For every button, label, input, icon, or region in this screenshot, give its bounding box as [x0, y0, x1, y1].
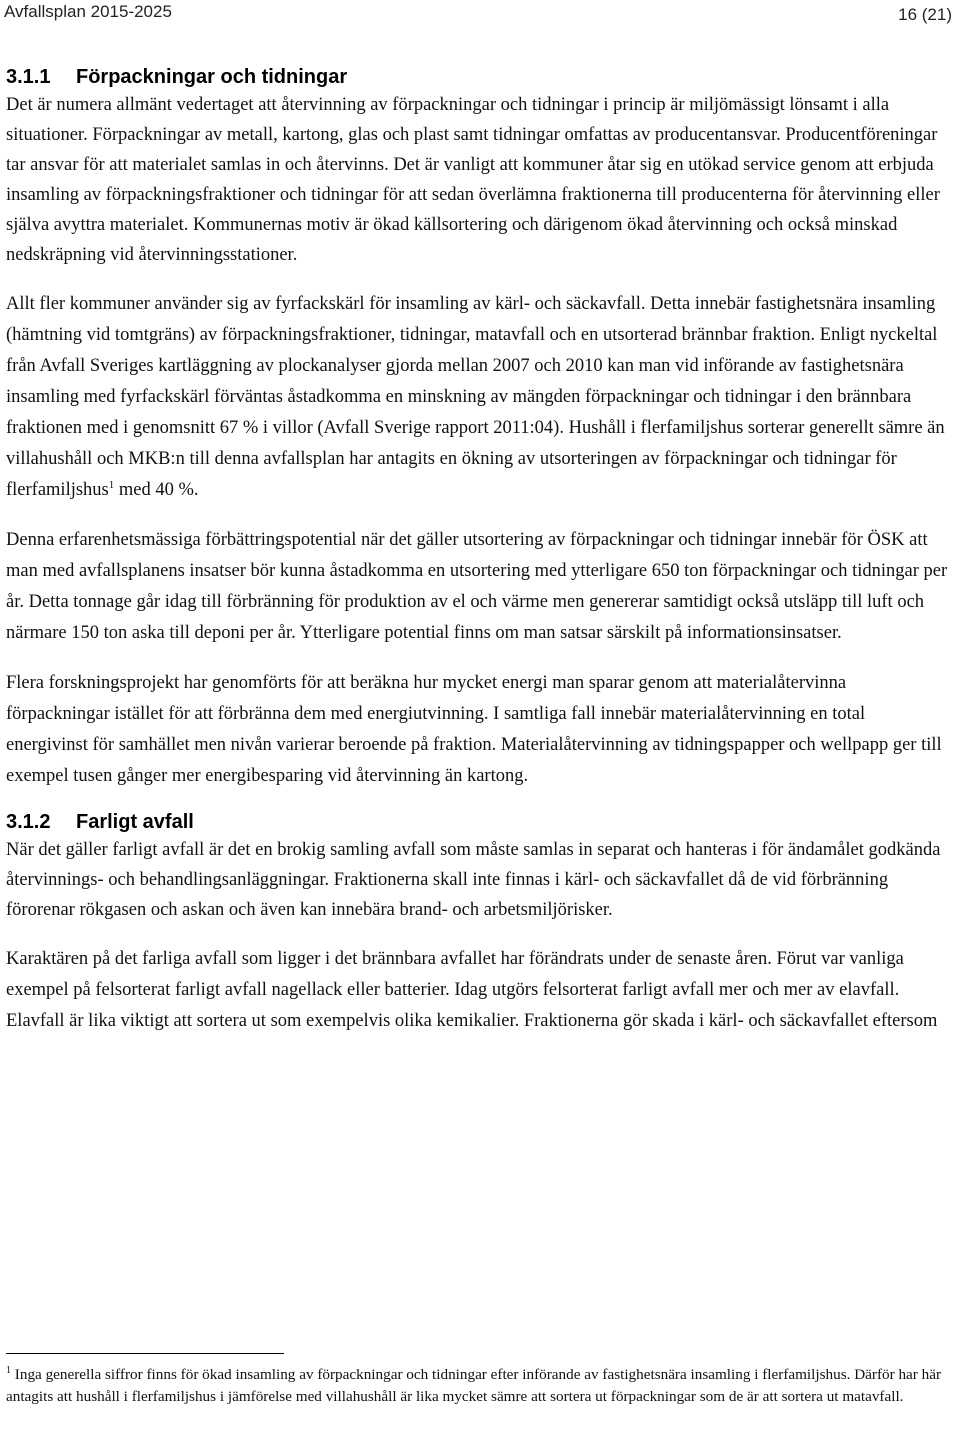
page-content	[6, 64, 950, 1037]
paragraph-forbattringspotential: Denna erfarenhetsmässiga förbättringspotential när det gäller utsortering av förpackningar och tidningar innebär för ÖSK att man med avfallsplanens insatser bör kunna åstadkomma en utsortering med ytterligare 650 ton förpackningar och tidningar per år. Detta tonnage går idag till förbränning för produktion av el och värme men genererar samtidigt också utsläpp till luft och närmare 150 ton aska till deponi per år. Ytterligare potential finns om man satsar särskilt på informationsinsatser.	[6, 530, 948, 643]
section-title: Farligt avfall	[76, 811, 194, 833]
document-title: Avfallsplan 2015-2025	[4, 2, 172, 21]
page-header	[0, 0, 960, 30]
footnote-text: Inga generella siffror finns för ökad insamling av förpackningar och tidningar efter införande av fastighetsnära insamling i flerfamiljshus. Därför har här antagits att hushåll i flerfamiljshus i jämförelse med villahushåll är lika mycket sämre att sortera ut förpackningar som de är att sortera ut matavfall.	[6, 1366, 942, 1405]
footnote-marker: 1	[6, 1364, 11, 1376]
section-number: 3.1.1	[6, 66, 51, 88]
section-title: Förpackningar och tidningar	[76, 66, 348, 88]
section-number: 3.1.2	[6, 811, 51, 833]
footnote	[6, 1364, 950, 1408]
section-heading-3-1-2	[6, 809, 950, 835]
footnote-reference[interactable]: 1	[108, 478, 115, 491]
paragraph-karaktaren: Karaktären på det farliga avfall som ligger i det brännbara avfallet har förändrats under de senaste åren. Förut var vanliga exempel på felsorterat farligt avfall nagellack eller batterier. Idag utgörs felsorterat farligt avfall mer och mer av elavfall. Elavfall är lika viktigt att sortera ut som exempelvis olika kemikalier. Fraktionerna gör skada i kärl- och säckavfallet eftersom	[6, 949, 938, 1031]
paragraph-intro: Det är numera allmänt vedertaget att återvinning av förpackningar och tidningar i princip är miljömässigt lönsamt i alla situationer. Förpackningar av metall, kartong, glas och plast samt tidningar omfattas av producentansvar. Producentföreningar tar ansvar för att materialet samlas in och återvinns. Det är vanligt att kommuner åtar sig en utökad service genom att erbjuda insamling av förpackningsfraktioner och tidningar för att sedan överlämna fraktionerna till producenterna för återvinning eller själva avyttra materialet. Kommunernas motiv är ökad källsortering och därigenom ökad återvinning och också minskad nedskräpning vid återvinningsstationer.	[6, 95, 940, 265]
paragraph-farligt-avfall: När det gäller farligt avfall är det en brokig samling avfall som måste samlas in separat och hanteras i för ändamålet godkända återvinnings- och behandlingsanläggningar. Fraktionerna skall inte finnas i kärl- och säckavfallet då de vid förbränning förorenar rökgasen och askan och även kan innebära brand- och arbetsmiljörisker.	[6, 840, 941, 920]
page-number: 16 (21)	[898, 5, 952, 24]
paragraph-forskningsprojekt: Flera forskningsprojekt har genomförts för att beräkna hur mycket energi man sparar genom att materialåtervinna förpackningar istället för att förbränna dem med energiutvinning. I samtliga fall innebär materialåtervinning en total energivinst för samhället men nivån varierar beroende på fraktion. Materialåtervinning av tidningspapper och wellpapp ger till exempel tusen gånger mer energibesparing vid återvinning än kartong.	[6, 673, 942, 786]
paragraph-text-end: med 40 %.	[114, 480, 199, 500]
footnote-divider	[6, 1353, 284, 1354]
paragraph-text: Allt fler kommuner använder sig av fyrfackskärl för insamling av kärl- och säckavfall. Detta innebär fastighetsnära insamling (hämtning vid tomtgräns) av förpackningsfraktioner, tidningar, matavfall och en utsorterad brännbar fraktion. Enligt nyckeltal från Avfall Sveriges kartläggning av plockanalyser gjorda mellan 2007 och 2010 kan man vid införande av fastighetsnära insamling med fyrfackskärl förväntas åstadkomma en minskning av mängden förpackningar och tidningar i den brännbara fraktionen med i genomsnitt 67 % i villor (Avfall Sverige rapport 2011:04). Hushåll i flerfamiljshus sorterar generellt sämre än villahushåll och MKB:n till denna avfallsplan har antagits en ökning av utsorteringen av förpackningar och tidningar för flerfamiljshus	[6, 294, 945, 500]
section-heading-3-1-1	[6, 64, 950, 90]
paragraph-fyrfackskarl	[6, 289, 950, 506]
